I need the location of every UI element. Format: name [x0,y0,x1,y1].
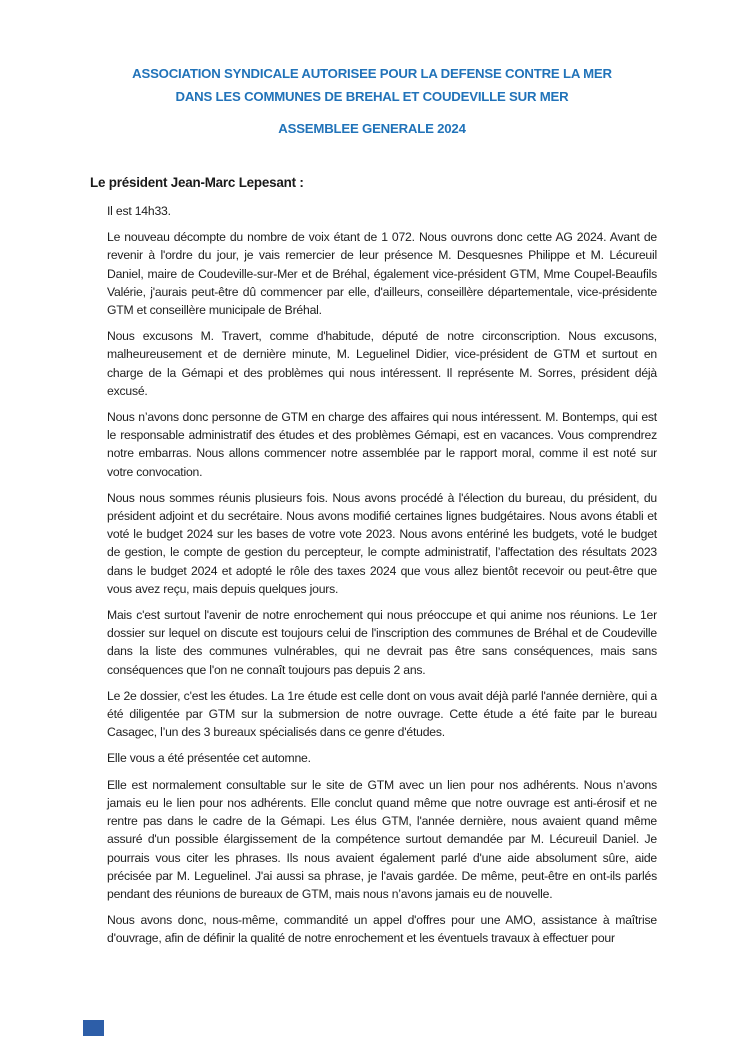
paragraph: Nous n’avons donc personne de GTM en charge des affaires qui nous intéressent. M. Bontemps, qui est le responsable administratif des études et des problèmes Gémapi, est en vacances. Vous comprendrez notre embarras. Nous allons commencer notre assemblée par le rapport moral, comme il est noté sur votre convocation. [107,410,657,479]
page-artifact-marker [83,1020,104,1036]
document-header [0,0,744,140]
document-subtitle: ASSEMBLEE GENERALE 2024 [278,121,466,136]
document-title [0,62,744,108]
paragraph: Mais c'est surtout l'avenir de notre enrochement qui nous préoccupe et qui anime nos réunions. Le 1er dossier sur lequel on discute est toujours celui de l'inscription des communes de Bréhal et de Coudeville dans la liste des communes vulnérables, qui ne devrait pas être sans conséquences, mais sans conséquences que l'on ne connaît toujours pas depuis 2 ans. [107,608,657,677]
paragraph: Il est 14h33. [107,204,171,218]
speaker-heading: Le président Jean-Marc Lepesant : [90,175,304,190]
document-title-line2: DANS LES COMMUNES DE BREHAL ET COUDEVILLE SUR MER [175,89,569,104]
paragraph: Le 2e dossier, c'est les études. La 1re étude est celle dont on vous avait déjà parlé l'année dernière, qui a été diligentée par GTM sur la submersion de notre ouvrage. Cette étude a été faite par le bureau Casagec, l’un des 3 bureaux spécialisés dans ce genre d'études. [107,688,657,740]
paragraph: Le nouveau décompte du nombre de voix étant de 1 072. Nous ouvrons donc cette AG 2024. Avant de revenir à l'ordre du jour, je vais remercier de leur présence M. Desquesnes Philippe et M. Lécureuil Daniel, maire de Coudeville-sur-Mer et de Bréhal, également vice-président GTM, Mme Coupel-Beaufils Valérie, j'aurais peut-être dû commencer par elle, d'ailleurs, conseillère départementale, vice-présidente GTM et conseillère municipale de Bréhal. [107,230,657,318]
document-body [107,202,657,948]
paragraph: Nous avons donc, nous-même, commandité un appel d'offres pour une AMO, assistance à maîtrise d'ouvrage, afin de définir la qualité de notre enrochement et les éventuels travaux à effectuer pour [107,913,657,946]
paragraph: Nous excusons M. Travert, comme d'habitude, député de notre circonscription. Nous excusons, malheureusement et de dernière minute, M. Leguelinel Didier, vice-président de GTM et surtout en charge de la Gémapi et des problèmes qui nous intéressent. Il représente M. Sorres, président déjà excusé. [107,329,657,398]
paragraph: Nous nous sommes réunis plusieurs fois. Nous avons procédé à l'élection du bureau, du président, du président adjoint et du secrétaire. Nous avons modifié certaines lignes budgétaires. Nous avons établi et voté le budget 2024 sur les bases de votre vote 2023. Nous avons entériné les budgets, voté le budget de gestion, le compte de gestion du percepteur, le compte administratif, l’affectation des résultats 2023 dans le budget 2024 et adopté le rôle des taxes 2024 que vous allez bientôt recevoir ou peut-être que vous avez reçu, mais depuis quelques jours. [107,490,657,596]
paragraph: Elle vous a été présentée cet automne. [107,751,311,766]
paragraph: Elle est normalement consultable sur le site de GTM avec un lien pour nos adhérents. Nous n’avons jamais eu le lien pour nos adhérents. Elle conclut quand même que notre ouvrage est anti-érosif et ne rentre pas dans le cadre de la Gémapi. Les élus GTM, l'année dernière, nous avaient quand même assuré d'un possible élargissement de la compétence surtout demandée par M. Lécureuil Daniel. Je pourrais vous citer les phrases. Ils nous avaient également parlé d'une aide absolument sûre, aide précisée par M. Leguelinel. J'ai aussi sa phrase, je l'avais gardée. De même, peut-être en ont-ils parlés pendant des réunions de bureaux de GTM, mais nous n’avons jamais eu de nouvelle. [107,777,657,901]
document-title-line1: ASSOCIATION SYNDICALE AUTORISEE POUR LA DEFENSE CONTRE LA MER [132,66,612,81]
